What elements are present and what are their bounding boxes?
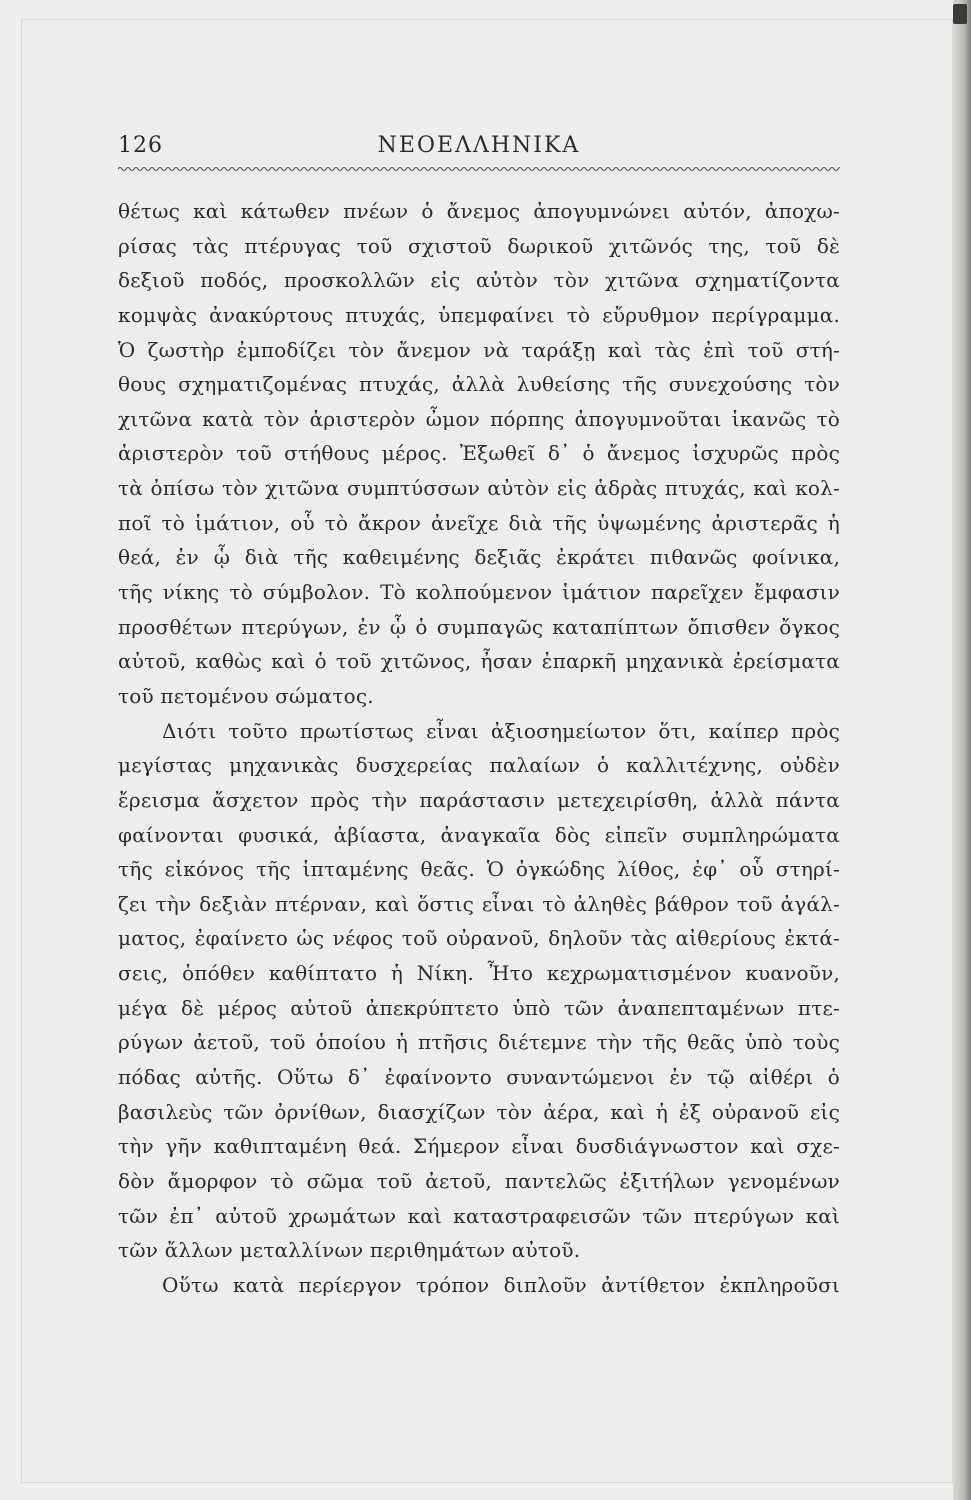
text-line: αὐτοῦ, καθὼς καὶ ὁ τοῦ χιτῶνος, ἦσαν ἐπαρκῆ μηχανικὰ ἐρείσματα [118, 649, 840, 674]
page-header [118, 131, 840, 163]
body-text [118, 194, 840, 1303]
text-line: τοῦ πετομένου σώματος. [118, 683, 374, 708]
text-line: Οὕτω κατὰ περίεργον τρόπον διπλοῦν ἀντίθετον ἐκπληροῦσι [162, 1272, 840, 1297]
text-line: μέγα δὲ μέρος αὐτοῦ ἀπεκρύπτετο ὑπὸ τῶν ἀναπεπταμένων πτε- [118, 995, 840, 1020]
running-title: ΝΕΟΕΛΛΗΝΙΚΑ [377, 133, 581, 158]
page-number: 126 [118, 133, 163, 158]
text-line: ρύγων ἀετοῦ, τοῦ ὁποίου ἡ πτῆσις διέτεμνε τὴν τῆς θεᾶς ὑπὸ τοὺς [118, 1030, 840, 1055]
text-line: ἀριστερὸν τοῦ στήθους μέρος. Ἐξωθεῖ δ᾽ ὁ ἄνεμος ἰσχυρῶς πρὸς [118, 441, 840, 466]
text-line: προσθέτων πτερύγων, ἐν ᾧ ὁ συμπαγῶς καταπίπτων ὄπισθεν ὄγκος [118, 614, 840, 639]
text-line: πόδας αὐτῆς. Οὕτω δ᾽ ἐφαίνοντο συναντώμενοι ἐν τῷ αἰθέρι ὁ [118, 1065, 840, 1090]
text-line: φαίνονται φυσικά, ἀβίαστα, ἀναγκαῖα δὸς εἰπεῖν συμπληρώματα [118, 822, 840, 847]
text-line: ἔρεισμα ἄσχετον πρὸς τὴν παράστασιν μετεχειρίσθη, ἀλλὰ πάντα [118, 787, 840, 812]
text-line: τῶν ἐπ᾽ αὐτοῦ χρωμάτων καὶ καταστραφεισῶν τῶν πτερύγων καὶ [118, 1203, 840, 1228]
text-line: σεις, ὁπόθεν καθίπτατο ἡ Νίκη. Ἦτο κεχρωματισμένον κυανοῦν, [118, 961, 840, 986]
text-line: μεγίστας μηχανικὰς δυσχερείας παλαίων ὁ καλλιτέχνης, οὐδὲν [118, 753, 840, 778]
text-line: τὰ ὀπίσω τὸν χιτῶνα συμπτύσσων αὐτὸν εἰς ἁδρὰς πτυχάς, καὶ κολ- [118, 476, 840, 501]
text-line: Ὁ ζωστὴρ ἐμποδίζει τὸν ἄνεμον νὰ ταράξῃ καὶ τὰς ἐπὶ τοῦ στή- [118, 337, 840, 362]
text-line: τῆς νίκης τὸ σύμβολον. Τὸ κολπούμενον ἱμάτιον παρεῖχεν ἔμφασιν [118, 580, 840, 605]
text-line: δὸν ἄμορφον τὸ σῶμα τοῦ ἀετοῦ, παντελῶς ἐξιτήλων γενομένων [118, 1168, 840, 1193]
text-line: κομψὰς ἀνακύρτους πτυχάς, ὑπεμφαίνει τὸ εὔρυθμον περίγραμμα. [118, 302, 840, 327]
corner-mark [953, 4, 967, 24]
text-line: θέτως καὶ κάτωθεν πνέων ὁ ἄνεμος ἀπογυμνώνει αὐτόν, ἀποχω- [118, 199, 840, 223]
text-line: ποῖ τὸ ἱμάτιον, οὗ τὸ ἄκρον ἀνεῖχε διὰ τῆς ὑψωμένης ἀριστερᾶς ἡ [118, 510, 840, 535]
text-line: Διότι τοῦτο πρωτίστως εἶναι ἀξιοσημείωτον ὅτι, καίπερ πρὸς [162, 718, 840, 743]
text-line: θους σχηματιζομένας πτυχάς, ἀλλὰ λυθείσης τῆς συνεχούσης τὸν [118, 372, 840, 397]
text-line: δεξιοῦ ποδός, προσκολλῶν εἰς αὐτὸν τὸν χιτῶνα σχηματίζοντα [118, 268, 840, 293]
header-wavy-rule [118, 164, 840, 174]
text-line: θεά, ἐν ᾧ διὰ τῆς καθειμένης δεξιᾶς ἐκράτει πιθανῶς φοίνικα, [118, 545, 840, 570]
text-line: ζει τὴν δεξιὰν πτέρναν, καὶ ὅστις εἶναι τὸ ἀληθὲς βάθρον τοῦ ἀγάλ- [118, 891, 840, 916]
text-line: τὴν γῆν καθιπταμένη θεά. Σήμερον εἶναι δυσδιάγνωστον καὶ σχε- [118, 1134, 840, 1159]
text-line: ρίσας τὰς πτέρυγας τοῦ σχιστοῦ δωρικοῦ χιτῶνός της, τοῦ δὲ [118, 233, 840, 258]
page-edge-shadow [953, 0, 971, 1500]
text-line: τῶν ἄλλων μεταλλίνων περιθημάτων αὐτοῦ. [118, 1238, 581, 1263]
text-line: βασιλεὺς τῶν ὀρνίθων, διασχίζων τὸν ἀέρα, καὶ ἡ ἐξ οὐρανοῦ εἰς [118, 1099, 840, 1124]
text-line: χιτῶνα κατὰ τὸν ἀριστερὸν ὦμον πόρπης ἀπογυμνοῦται ἱκανῶς τὸ [118, 406, 840, 431]
text-line: τῆς εἰκόνος τῆς ἱπταμένης θεᾶς. Ὁ ὀγκώδης λίθος, ἐφ᾽ οὗ στηρί- [118, 857, 840, 882]
text-line: ματος, ἐφαίνετο ὡς νέφος τοῦ οὐρανοῦ, δηλοῦν τὰς αἰθερίους ἐκτά- [118, 926, 840, 951]
